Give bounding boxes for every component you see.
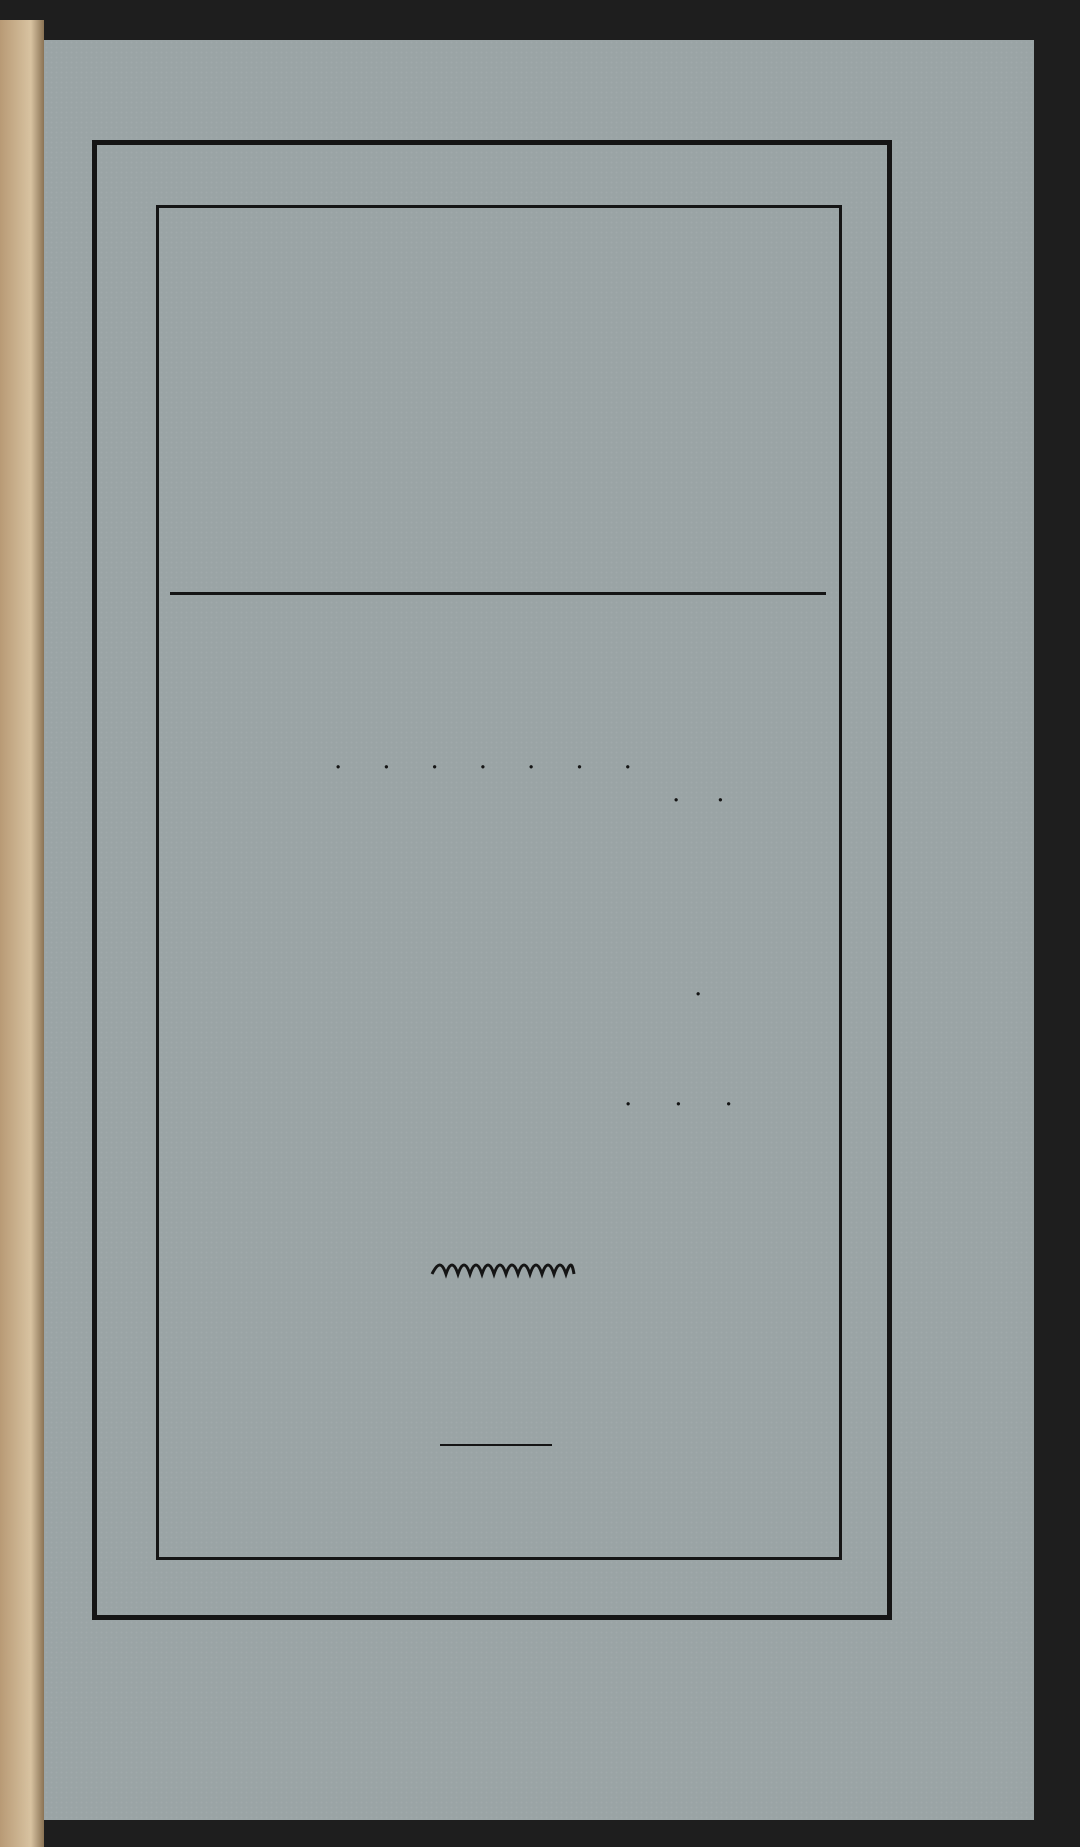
leader-dots-5: ... bbox=[624, 1082, 775, 1112]
title-rule bbox=[170, 592, 826, 595]
leader-dots-4: . bbox=[694, 972, 703, 1002]
leader-dots-1: ....... bbox=[334, 745, 672, 775]
imprint-rule bbox=[440, 1444, 552, 1446]
leader-dots-2: .. bbox=[672, 778, 761, 808]
ornamental-squiggle bbox=[430, 1260, 576, 1280]
